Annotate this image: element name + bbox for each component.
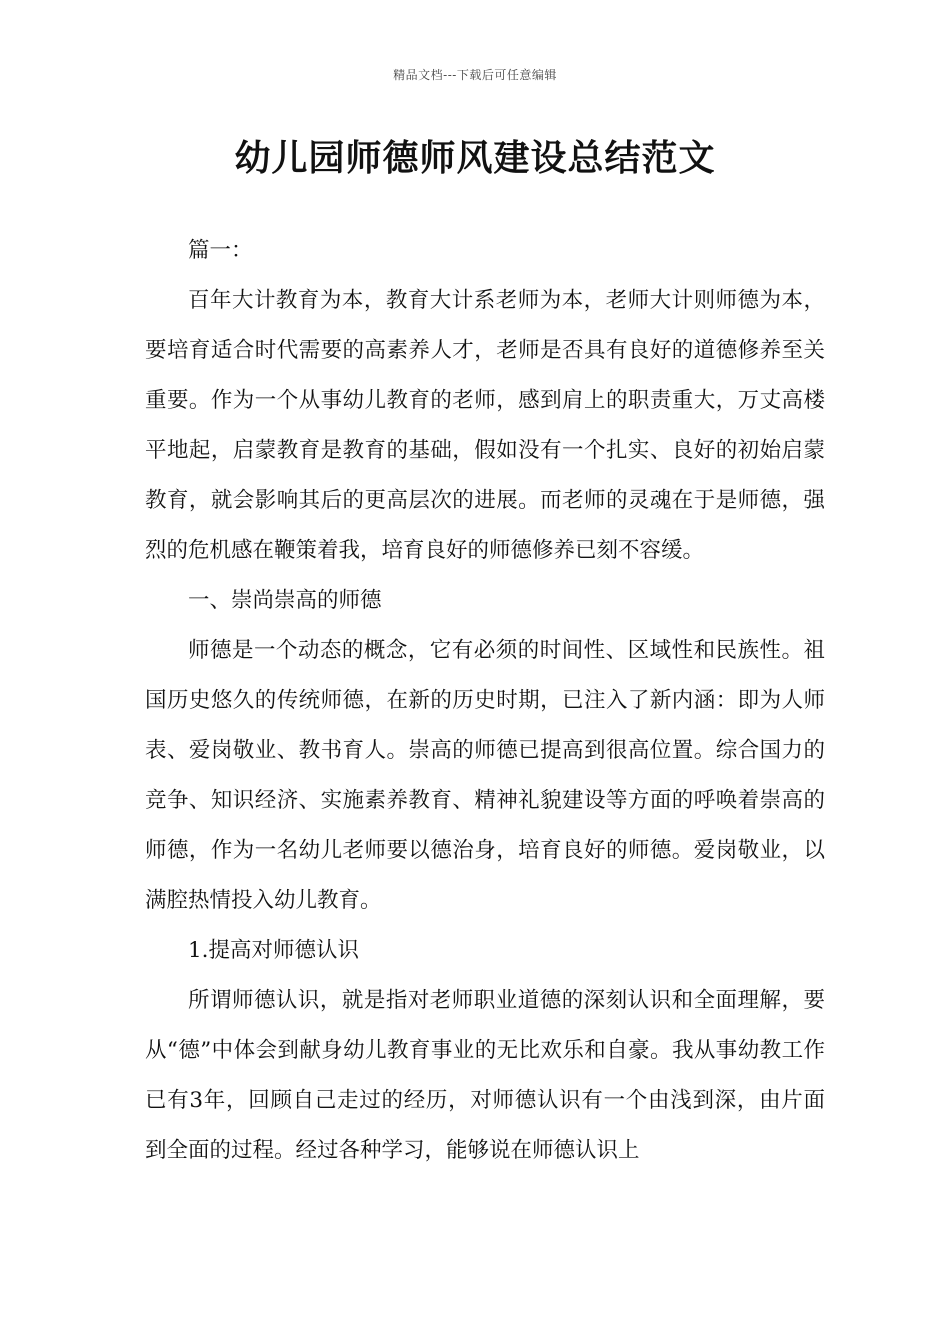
subsection-heading: 1.提高对师德认识 [188,938,360,963]
document-title: 幼儿园师德师风建设总结范文 [234,138,716,179]
section-heading: 一、崇尚崇高的师德 [188,588,382,613]
paragraph: 所谓师德认识，就是指对老师职业道德的深刻认识和全面理解，要从“德”中体会到献身幼儿教育事业的无比欢乐和自豪。我从事幼教工作已有3年，回顾自己走过的经历，对师德认识有一个由浅到深，由片面到全面的过程。经过各种学习，能够说在师德认识上 [145,988,825,1163]
page-header: 精品文档---下载后可任意编辑 [393,68,557,82]
document-body [145,226,825,1176]
paragraph: 百年大计教育为本，教育大计系老师为本，老师大计则师德为本，要培育适合时代需要的高素养人才，老师是否具有良好的道德修养至关重要。作为一个从事幼儿教育的老师，感到肩上的职责重大，万丈高楼平地起，启蒙教育是教育的基础，假如没有一个扎实、良好的初始启蒙教育，就会影响其后的更高层次的进展。而老师的灵魂在于是师德，强烈的危机感在鞭策着我，培育良好的师德修养已刻不容缓。 [145,288,825,563]
section-label: 篇一： [188,238,253,263]
paragraph: 师德是一个动态的概念，它有必须的时间性、区域性和民族性。祖国历史悠久的传统师德，在新的历史时期，已注入了新内涵：即为人师表、爱岗敬业、教书育人。崇高的师德已提高到很高位置。综合国力的竞争、知识经济、实施素养教育、精神礼貌建设等方面的呼唤着崇高的师德，作为一名幼儿老师要以德治身，培育良好的师德。爱岗敬业，以满腔热情投入幼儿教育。 [145,638,825,913]
